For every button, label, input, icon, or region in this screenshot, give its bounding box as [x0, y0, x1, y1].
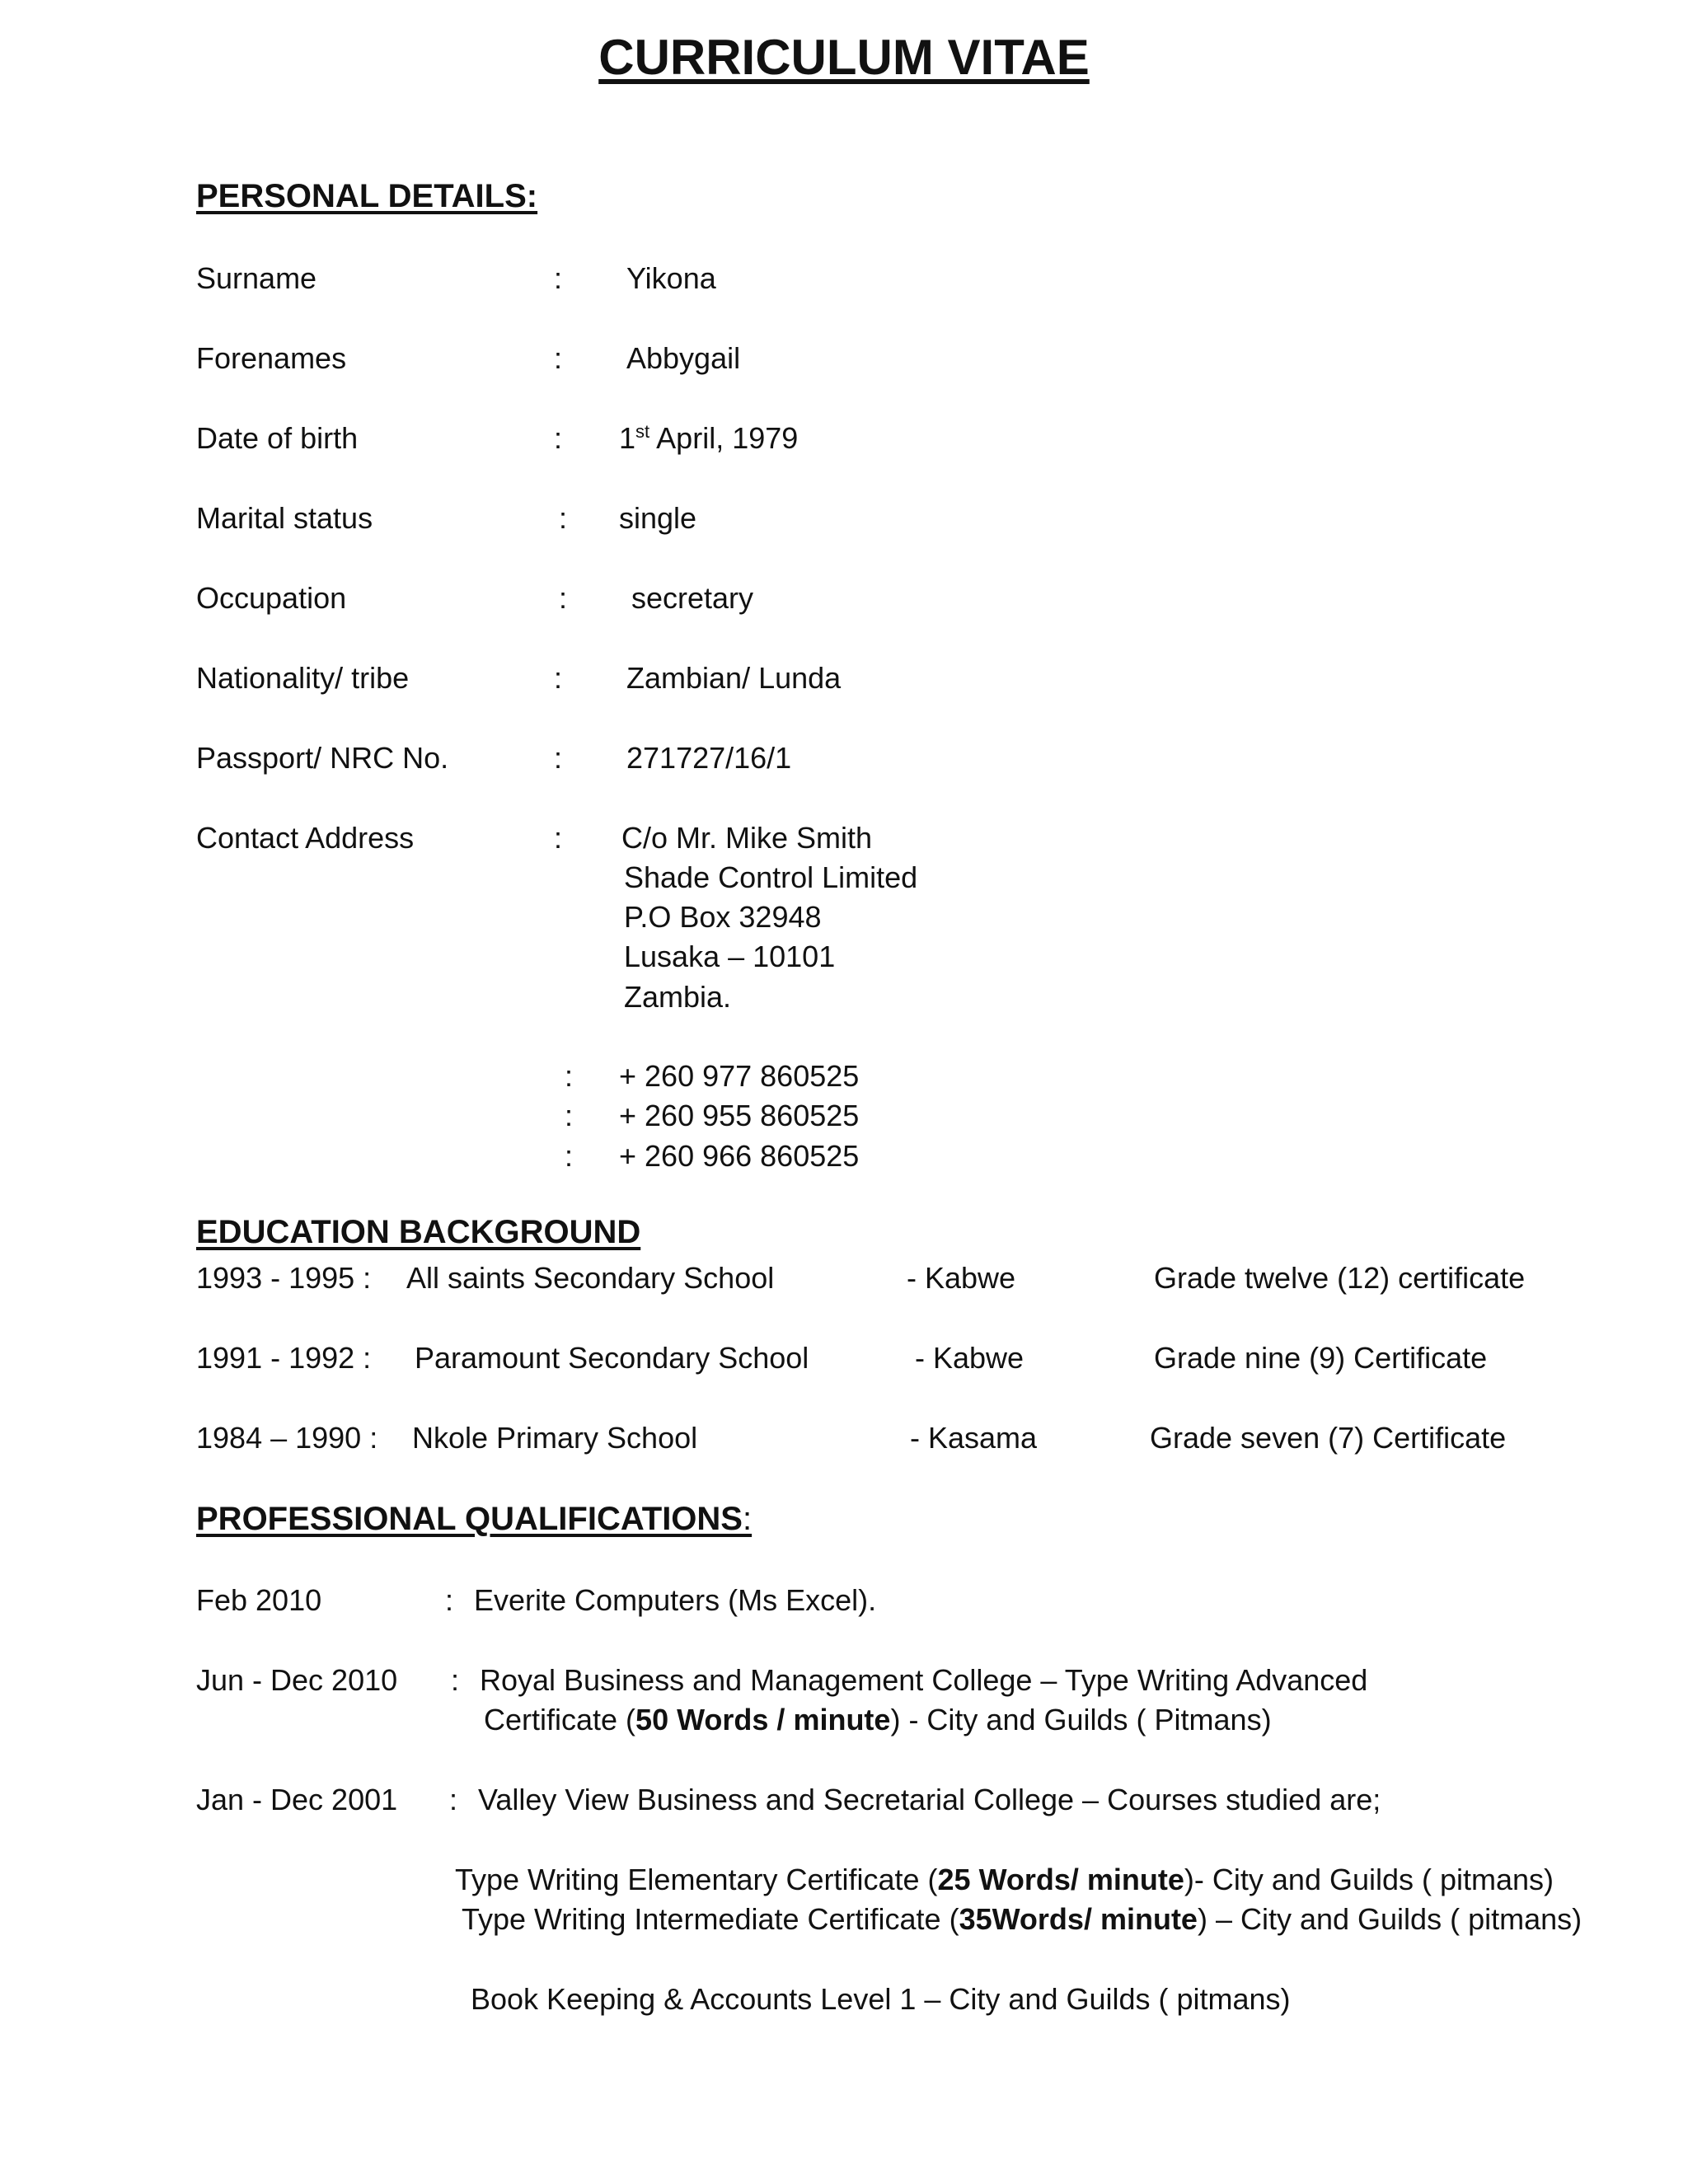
- course-line: Book Keeping & Accounts Level 1 – City and Guilds ( pitmans): [471, 1982, 1291, 2016]
- address-line: Lusaka – 10101: [624, 940, 836, 973]
- education-school: Nkole Primary School: [412, 1421, 698, 1455]
- dob-ordinal: st: [635, 421, 650, 442]
- course-line: [455, 1862, 1554, 1898]
- marital-status-label: Marital status: [196, 501, 373, 535]
- text-part: Type Writing Elementary Certificate (: [455, 1863, 938, 1896]
- education-years: 1984 – 1990 :: [196, 1421, 378, 1455]
- qualification-date: Feb 2010: [196, 1583, 322, 1617]
- qualification-text: Royal Business and Management College – Type Writing Advanced: [480, 1663, 1368, 1697]
- colon: :: [564, 1139, 573, 1173]
- qualification-text: Everite Computers (Ms Excel).: [474, 1583, 877, 1617]
- text-part: Certificate (: [484, 1703, 636, 1736]
- occupation-value: secretary: [631, 581, 754, 615]
- forenames-value: Abbygail: [626, 341, 741, 375]
- education-town: - Kabwe: [915, 1341, 1025, 1375]
- contact-address-label: Contact Address: [196, 821, 415, 855]
- education-award: Grade twelve (12) certificate: [1154, 1261, 1526, 1295]
- education-years: 1991 - 1992 :: [196, 1341, 372, 1375]
- marital-status-value: single: [619, 501, 697, 535]
- qualification-text: [484, 1702, 1272, 1738]
- date-of-birth-value: [619, 420, 798, 457]
- education-town: - Kabwe: [907, 1261, 1016, 1295]
- professional-qualifications-heading: [196, 1498, 752, 1540]
- colon: :: [553, 341, 562, 375]
- date-of-birth-label: Date of birth: [196, 421, 359, 455]
- surname-value: Yikona: [626, 261, 716, 295]
- education-heading: EDUCATION BACKGROUND: [196, 1214, 641, 1250]
- colon: :: [564, 1059, 573, 1093]
- text-part: ) – City and Guilds ( pitmans): [1197, 1902, 1582, 1936]
- colon: :: [553, 661, 562, 695]
- nationality-label: Nationality/ tribe: [196, 661, 410, 695]
- heading-text: PROFESSIONAL QUALIFICATIONS: [196, 1501, 743, 1537]
- personal-details-heading: PERSONAL DETAILS:: [196, 178, 538, 214]
- colon: :: [553, 421, 562, 455]
- colon: :: [444, 1583, 453, 1617]
- course-line: [462, 1901, 1582, 1938]
- text-part: ) - City and Guilds ( Pitmans): [890, 1703, 1272, 1736]
- address-line: P.O Box 32948: [624, 900, 822, 934]
- colon: :: [553, 741, 562, 775]
- address-line: Shade Control Limited: [624, 860, 918, 894]
- text-part: )- City and Guilds ( pitmans): [1184, 1863, 1554, 1896]
- phone-number: + 260 966 860525: [619, 1139, 860, 1173]
- passport-value: 271727/16/1: [626, 741, 792, 775]
- words-per-minute: 35Words/ minute: [959, 1902, 1198, 1936]
- education-award: Grade seven (7) Certificate: [1150, 1421, 1507, 1455]
- education-town: - Kasama: [910, 1421, 1038, 1455]
- forenames-label: Forenames: [196, 341, 347, 375]
- address-line: C/o Mr. Mike Smith: [621, 821, 873, 855]
- colon: :: [558, 581, 567, 615]
- words-per-minute: 25 Words/ minute: [937, 1863, 1184, 1896]
- colon: :: [553, 261, 562, 295]
- nationality-value: Zambian/ Lunda: [626, 661, 842, 695]
- heading-suffix: :: [743, 1501, 753, 1537]
- education-years: 1993 - 1995 :: [196, 1261, 372, 1295]
- occupation-label: Occupation: [196, 581, 347, 615]
- colon: :: [448, 1783, 457, 1816]
- education-award: Grade nine (9) Certificate: [1154, 1341, 1488, 1375]
- qualification-date: Jan - Dec 2001: [196, 1783, 398, 1816]
- dob-day: 1: [619, 421, 636, 455]
- qualification-text: Valley View Business and Secretarial College – Courses studied are;: [478, 1783, 1381, 1816]
- colon: :: [450, 1663, 459, 1697]
- phone-number: + 260 955 860525: [619, 1099, 860, 1132]
- passport-label: Passport/ NRC No.: [196, 741, 449, 775]
- qualification-date: Jun - Dec 2010: [196, 1663, 398, 1697]
- colon: :: [553, 821, 562, 855]
- colon: :: [564, 1099, 573, 1132]
- surname-label: Surname: [196, 261, 317, 295]
- address-line: Zambia.: [624, 980, 732, 1014]
- education-school: Paramount Secondary School: [415, 1341, 809, 1375]
- phone-number: + 260 977 860525: [619, 1059, 860, 1093]
- text-part: Type Writing Intermediate Certificate (: [462, 1902, 959, 1936]
- document-title: CURRICULUM VITAE: [598, 30, 1090, 85]
- education-school: All saints Secondary School: [406, 1261, 775, 1295]
- words-per-minute: 50 Words / minute: [635, 1703, 891, 1736]
- colon: :: [558, 501, 567, 535]
- dob-rest: April, 1979: [649, 421, 799, 455]
